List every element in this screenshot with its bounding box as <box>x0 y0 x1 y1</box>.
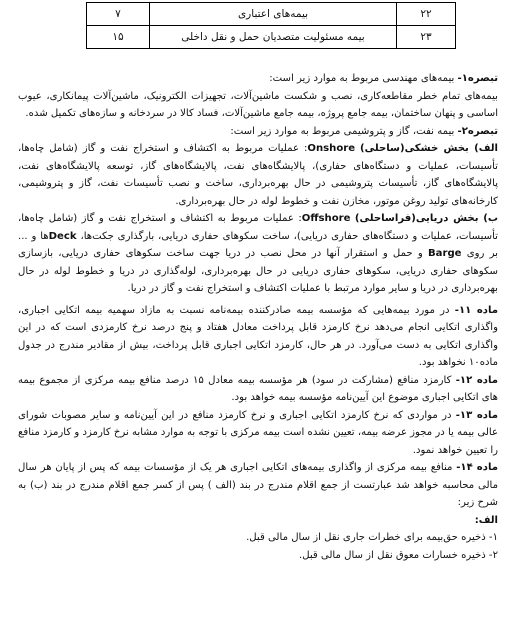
document-body <box>18 70 498 564</box>
article-11-text: در مورد بیمه‌هایی که مؤسسه بیمه صادرکننده بیمه‌نامه نسبت به مازاد سهمیه بیمه اتکایی اجباری، واگذاری اتکایی انجام می‌دهد نرخ کارمزد قابل پرداخت معادل هفتاد و پنج درصد نرخ کارمزدی است که در این واگذاری اتکایی به دست می‌آورد. در هر حال، کارمزد اتکایی اجباری قابل پرداخت، بیش از مقادیر مندرج در جدول ماده۱۰ نخواهد بود. <box>18 304 498 368</box>
item-b-label: ب) بخش دریایی(فراساحلی) <box>354 213 498 224</box>
table-row <box>87 26 456 49</box>
note-2-label: تبصره۲- <box>457 125 498 137</box>
note-2-heading <box>18 123 498 141</box>
article-14 <box>18 459 498 512</box>
row-number: ۲۲ <box>397 3 456 26</box>
note-2-item-a <box>18 140 498 210</box>
note-1-body: بیمه‌های تمام خطر مقاطعه‌کاری، نصب و شکست ماشین‌آلات، تجهیزات الکترونیک، ماشین‌آلات پیمانکاری، عیوب اساسی و پنهان ساختمان، بیمه جامع پروژه، بیمه جامع ماشین‌آلات، فساد کالا در سردخانه و سازه‌های تکمیل شده. <box>18 90 498 119</box>
article-14-label: ماده ۱۴- <box>456 462 498 473</box>
note-1-label: تبصره۱- <box>457 73 498 84</box>
note-2-text: بیمه نفت، گاز و پتروشیمی مربوط به موارد زیر است: <box>230 125 458 137</box>
row-rate: ۷ <box>87 3 150 26</box>
row-rate: ۱۵ <box>87 26 150 49</box>
item-b-text-3: و حمل و استقرار آنها در محل نصب در دریا جهت ساخت سکوهای حفاری دریایی، بازسازی سکوهای حفاری دریایی، سکوهای حفاری دریایی در حال بهره‌برداری، لوله‌گذاری در دریا و خطوط لوله در حال بهره‌برداری در دریا و سایر موارد مرتبط با عملیات اکتشاف و استخراج نفت و گاز در دریا. <box>18 248 498 294</box>
article-13 <box>18 407 498 460</box>
article-14-text: منافع بیمه مرکزی از واگذاری بیمه‌های اتکایی اجباری هر یک از مؤسسات بیمه که پس از پایان هر سال مالی محاسبه خواهد شد عبارتست از جمع اقلام مندرج در بند (الف ) پس از کسر جمع اقلام مندرج در بند (ب) به شرح زیر: <box>18 462 498 508</box>
offshore-term: Offshore <box>301 213 351 224</box>
insurance-rates-table <box>86 2 456 49</box>
section-a-item: ۱- ذخیره حق‌بیمه برای خطرات جاری نقل از سال مالی قبل. <box>246 532 498 543</box>
note-1-heading <box>18 70 498 88</box>
item-b-text-2: ‌ها و ... بر روی <box>18 230 498 259</box>
deck-term: Deck <box>48 230 77 242</box>
section-a-label: الف: <box>474 514 498 526</box>
section-a-item: ۲- ذخیره خسارات معوق نقل از سال مالی قبل. <box>299 549 498 561</box>
article-13-text: در مواردی که نرخ کارمزد اتکایی اجباری و نرخ کارمزد منافع در این آیین‌نامه و سایر مصوبات شورای عالی بیمه یا در مجوز عرضه بیمه، تعیین نشده است بیمه مرکزی با توجه به موارد مشابه نرخ کارمزد و کارمزد منافع را تعیین خواهد نمود. <box>18 409 498 456</box>
item-a-label: الف) بخش خشکی(ساحلی) <box>360 143 498 154</box>
row-number: ۲۳ <box>397 26 456 49</box>
onshore-term: Onshore <box>307 143 356 154</box>
article-12 <box>18 372 498 407</box>
row-title: بیمه مسئولیت متصدیان حمل و نقل داخلی <box>150 26 397 49</box>
table-row <box>87 3 456 26</box>
article-11-label: ماده ۱۱- <box>454 304 498 316</box>
item-b-text-1: : عملیات مربوط به اکتشاف و استخراج نفت و گاز (شامل چاه‌ها، تأسیسات، عملیات و دستگاه‌های حفاری دریایی)، ساخت سکوهای حفاری دریایی، بارگذاری جکت‌ها، <box>18 213 498 242</box>
article-12-label: ماده ۱۲- <box>455 374 498 386</box>
article-11 <box>18 302 498 372</box>
note-2-item-b <box>18 210 498 298</box>
article-13-label: ماده ۱۳- <box>455 409 498 421</box>
item-a-text: : عملیات مربوط به اکتشاف و استخراج نفت و گاز (شامل چاه‌ها، تأسیسات، عملیات و دستگاه‌های حفاری)، پالایشگاه‌های نفت، پالایشگاه‌های گاز، توسعه پالایشگاه‌های نفت، پالایشگاه‌های گاز، تأسیسات پتروشیمی در حال بهره‌برداری، ساخت و نصب تأسیسات نفت، گاز و پتروشیمی، کارخانه‌های تولید روغن موتور، مخازن نفت و خطوط لوله در حال بهره‌برداری. <box>18 143 498 207</box>
article-12-text: کارمزد منافع (مشارکت در سود) هر مؤسسه بیمه معادل ۱۵ درصد منافع بیمه مرکزی از مجموع بیمه های اتکایی اجباری موضوع این آیین‌نامه مؤسسه بیمه خواهد بود. <box>18 374 498 403</box>
barge-term: Barge <box>427 248 462 259</box>
note-1-text: بیمه‌های مهندسی مربوط به موارد زیر است: <box>269 73 458 84</box>
row-title: بیمه‌های اعتباری <box>150 3 397 26</box>
